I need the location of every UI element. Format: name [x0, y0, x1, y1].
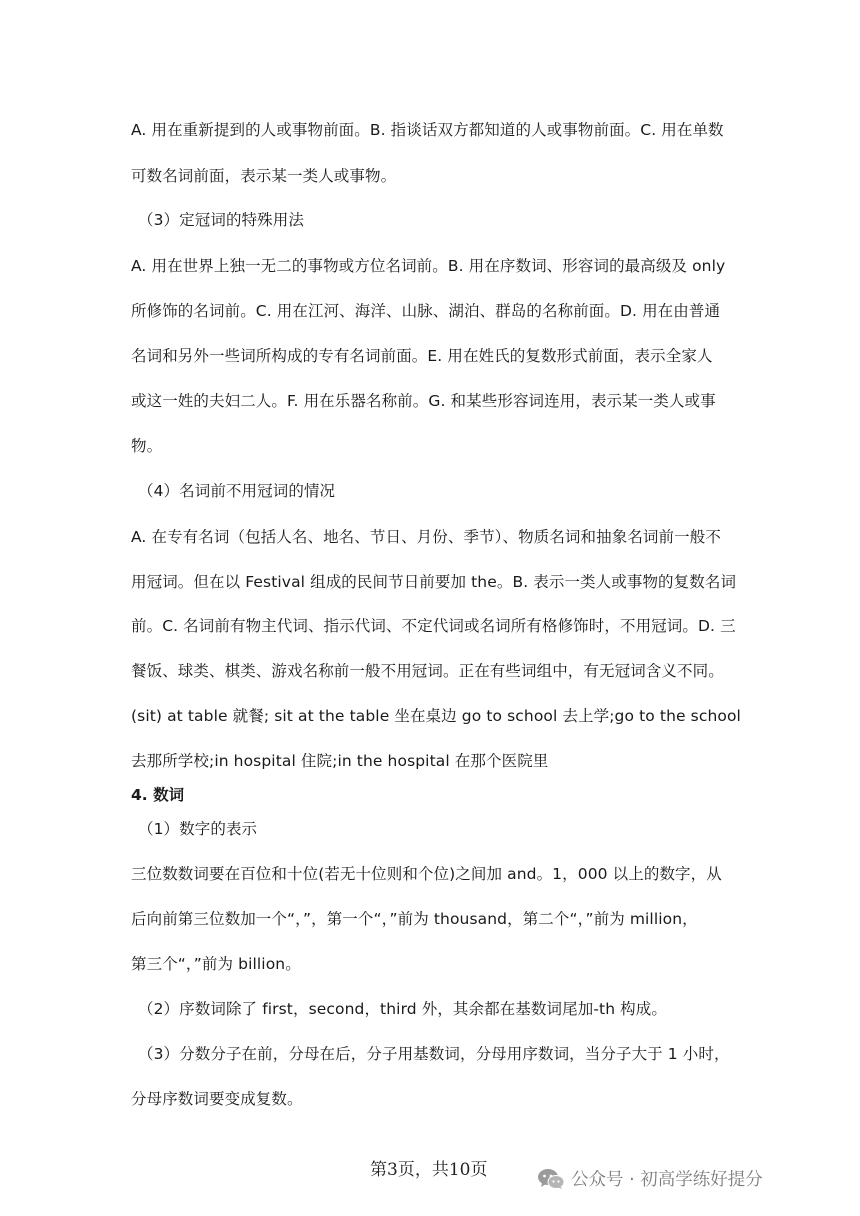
- section-title: 4. 数词: [131, 786, 185, 804]
- wechat-icon: [537, 1168, 565, 1190]
- paragraph-line: 第三个“，”前为 billion。: [131, 955, 301, 973]
- paragraph-line: （2）序数词除了 first，second，third 外，其余都在基数词尾加-th 构成。: [138, 1000, 667, 1018]
- paragraph-line: 后向前第三位数加一个“，”，第一个“，”前为 thousand，第二个“，”前为 million，: [131, 910, 698, 928]
- paragraph-line: 或这一姓的夫妇二人。F. 用在乐器名称前。G. 和某些形容词连用，表示某一类人或事: [131, 392, 716, 410]
- paragraph-line: (sit) at table 就餐; sit at the table 坐在桌边 go to school 去上学;go to the school: [131, 707, 741, 725]
- subheading: （3）定冠词的特殊用法: [138, 211, 304, 229]
- paragraph-line: 用冠词。但在以 Festival 组成的民间节日前要加 the。B. 表示一类人或事物的复数名词: [131, 573, 737, 591]
- paragraph-line: 物。: [131, 437, 163, 455]
- paragraph-line: A. 用在世界上独一无二的事物或方位名词前。B. 用在序数词、形容词的最高级及 only: [131, 257, 726, 275]
- paragraph-line: 名词和另外一些词所构成的专有名词前面。E. 用在姓氏的复数形式前面，表示全家人: [131, 347, 713, 365]
- paragraph-line: 前。C. 名词前有物主代词、指示代词、不定代词或名词所有格修饰时，不用冠词。D. 三: [131, 617, 736, 635]
- paragraph-line: （3）分数分子在前，分母在后，分子用基数词，分母用序数词，当分子大于 1 小时，: [138, 1045, 730, 1063]
- watermark: [537, 1166, 763, 1191]
- subheading: （4）名词前不用冠词的情况: [138, 482, 336, 500]
- watermark-text: 公众号 · 初高学练好提分: [571, 1170, 763, 1190]
- paragraph-line: A. 在专有名词（包括人名、地名、节日、月份、季节）、物质名词和抽象名词前一般不: [131, 528, 721, 546]
- paragraph-line: 餐饭、球类、棋类、游戏名称前一般不用冠词。正在有些词组中，有无冠词含义不同。: [131, 662, 724, 680]
- paragraph-line: 去那所学校;in hospital 住院;in the hospital 在那个医院里: [131, 752, 549, 770]
- subheading: （1）数字的表示: [138, 820, 258, 838]
- paragraph-line: 三位数数词要在百位和十位(若无十位则和个位)之间加 and。1，000 以上的数字，从: [131, 865, 722, 883]
- paragraph-line: 所修饰的名词前。C. 用在江河、海洋、山脉、湖泊、群岛的名称前面。D. 用在由普通: [131, 302, 721, 320]
- page-number: 第3页，共10页: [370, 1160, 488, 1180]
- paragraph-line: A. 用在重新提到的人或事物前面。B. 指谈话双方都知道的人或事物前面。C. 用在单数: [131, 121, 724, 139]
- paragraph-line: 分母序数词要变成复数。: [131, 1090, 303, 1108]
- paragraph-line: 可数名词前面，表示某一类人或事物。: [131, 167, 397, 185]
